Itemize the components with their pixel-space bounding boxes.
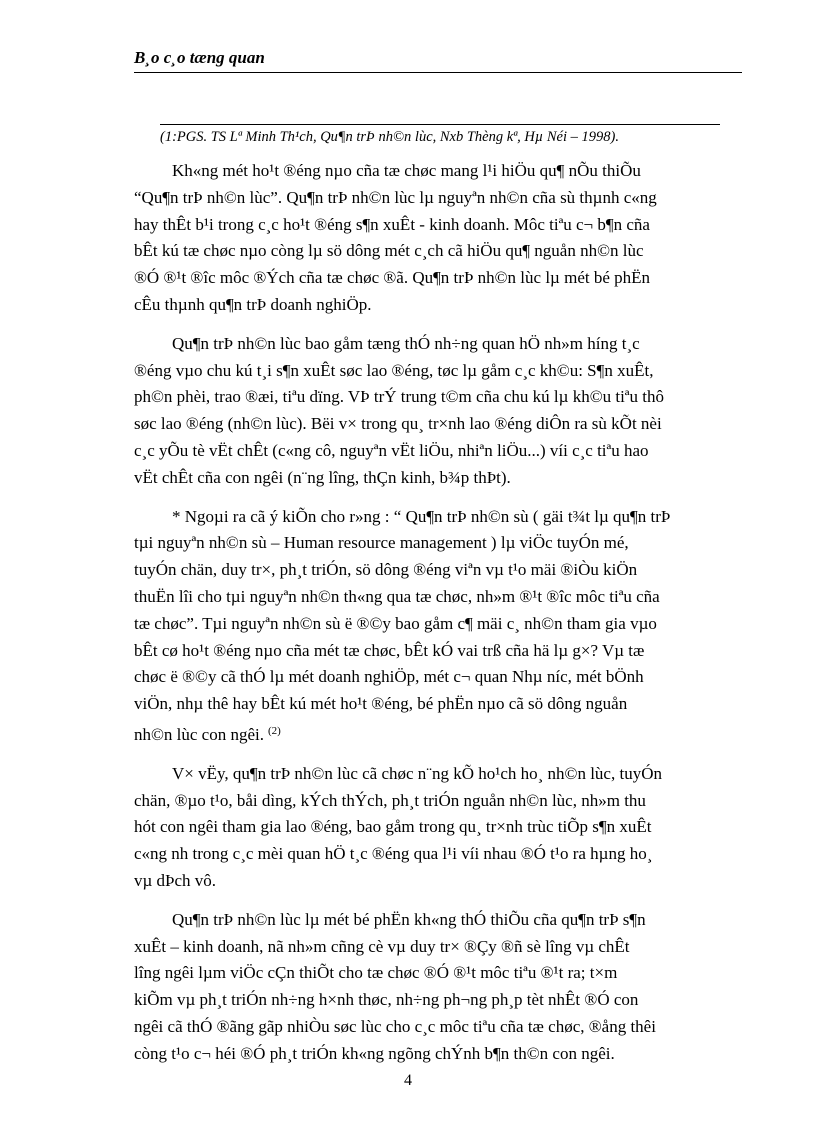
paragraph-3 bbox=[134, 504, 742, 749]
page-number: 4 bbox=[404, 1072, 412, 1089]
text-line: * Ngoµi ra cã ý kiÕn cho r»ng : “ Qu¶n trÞ nh©n sù ( gäi t¾t lµ qu¶n trÞ bbox=[172, 506, 671, 526]
text-line: xuÊt – kinh doanh, nã nh»m cñng cè vµ duy tr× ®Çy ®ñ sè lîng vµ chÊt bbox=[134, 936, 630, 956]
text-line: hay thÊt b¹i trong c¸c ho¹t ®éng s¶n xuÊt - kinh doanh. Môc tiªu c¬ b¶n cña bbox=[134, 214, 650, 234]
text-line: chøc ë ®©y cã thÓ lµ mét doanh nghiÖp, mét c¬ quan Nhµ níc, mét bÖnh bbox=[134, 667, 644, 687]
text-line: V× vËy, qu¶n trÞ nh©n lùc cã chøc n¨ng kÕ ho¹ch ho¸ nh©n lùc, tuyÓn bbox=[172, 763, 662, 783]
text-line: vµ dÞch vô. bbox=[134, 870, 217, 890]
text-line: bÊt cø ho¹t ®éng nµo cña mét tæ chøc, bÊt kÓ vai trß cña hä lµ g×? Vµ tæ bbox=[134, 640, 645, 660]
text-line: Qu¶n trÞ nh©n lùc lµ mét bé phËn kh«ng thÓ thiÕu cña qu¶n trÞ s¶n bbox=[172, 909, 646, 929]
text-line: tµi nguyªn nh©n sù – Human resource management ) lµ viÖc tuyÓn mé, bbox=[134, 533, 629, 553]
text-line: còng t¹o c¬ héi ®Ó ph¸t triÓn kh«ng ngõng chÝnh b¶n th©n con ngêi. bbox=[134, 1043, 615, 1063]
text-line: chän, ®µo t¹o, båi dìng, kÝch thÝch, ph¸t triÓn nguån nh©n lùc, nh»m thu bbox=[134, 790, 646, 810]
text-line: cÊu thµnh qu¶n trÞ doanh nghiÖp. bbox=[134, 294, 372, 314]
text-line: vËt chÊt cña con ngêi (n¨ng lîng, thÇn kinh, b¾p thÞt). bbox=[134, 467, 511, 487]
text-line-content: nh©n lùc con ngêi. bbox=[134, 724, 264, 744]
text-line: viÖn, nhµ thê hay bÊt kú mét ho¹t ®éng, bé phËn nµo cã sö dông nguån bbox=[134, 694, 628, 714]
page-header bbox=[134, 48, 742, 68]
text-line: ®Ó ®¹t ®îc môc ®Ých cña tæ chøc ®ã. Qu¶n trÞ nh©n lùc lµ mét bé phËn bbox=[134, 268, 651, 288]
text-line: bÊt kú tæ chøc nµo còng lµ sö dông mét c¸ch cã hiÖu qu¶ nguån nh©n lùc bbox=[134, 241, 644, 261]
document-body bbox=[134, 158, 742, 1080]
text-line: søc lao ®éng (nh©n lùc). Bëi v× trong qu¸ tr×nh lao ®éng diÔn ra sù kÕt nèi bbox=[134, 414, 662, 434]
text-line: ph©n phèi, trao ®æi, tiªu dïng. VÞ trÝ trung t©m cña chu kú lµ kh©u tiªu thô bbox=[134, 387, 664, 407]
text-line: hót con ngêi tham gia lao ®éng, bao gåm trong qu¸ tr×nh trùc tiÕp s¶n xuÊt bbox=[134, 817, 652, 837]
text-line: c«ng nh trong c¸c mèi quan hÖ t¸c ®éng qua l¹i víi nhau ®Ó t¹o ra hµng ho¸ bbox=[134, 844, 653, 864]
text-line: lîng ngêi lµm viÖc cÇn thiÕt cho tæ chøc ®Ó ®¹t môc tiªu ®¹t ra; t×m bbox=[134, 963, 618, 983]
reference-divider bbox=[160, 124, 720, 125]
reference-note: (1:PGS. TS Lª Minh Th¹ch, Qu¶n trÞ nh©n lùc, Nxb Thèng kª, Hµ Néi – 1998). bbox=[160, 129, 619, 145]
paragraph-5 bbox=[134, 907, 742, 1068]
text-line: tæ chøc”. Tµi nguyªn nh©n sù ë ®©y bao gåm c¶ mäi c¸ nh©n tham gia vµo bbox=[134, 613, 657, 633]
text-line: kiÕm vµ ph¸t triÓn nh÷ng h×nh thøc, nh÷ng ph¬ng ph¸p tèt nhÊt ®Ó con bbox=[134, 990, 639, 1010]
paragraph-2 bbox=[134, 331, 742, 492]
footnote-marker: (2) bbox=[268, 724, 281, 737]
paragraph-4 bbox=[134, 761, 742, 895]
text-line: Kh«ng mét ho¹t ®éng nµo cña tæ chøc mang l¹i hiÖu qu¶ nÕu thiÕu bbox=[172, 161, 641, 180]
text-line: Qu¶n trÞ nh©n lùc bao gåm tæng thÓ nh÷ng quan hÖ nh»m híng t¸c bbox=[172, 333, 640, 353]
text-line: c¸c yÕu tè vËt chÊt (c«ng cô, nguyªn vËt liÖu, nhiªn liÖu...) víi c¸c tiªu hao bbox=[134, 440, 649, 460]
text-line: ngêi cã thÓ ®ãng gãp nhiÒu søc lùc cho c¸c môc tiªu cña tæ chøc, ®ång thêi bbox=[134, 1016, 656, 1036]
header-title: B¸o c¸o tæng quan bbox=[134, 48, 265, 67]
text-line: “Qu¶n trÞ nh©n lùc”. Qu¶n trÞ nh©n lùc lµ nguyªn nh©n cña sù thµnh c«ng bbox=[134, 187, 657, 207]
text-line: tuyÓn chän, duy tr×, ph¸t triÓn, sö dông ®éng viªn vµ t¹o mäi ®iÒu kiÖn bbox=[134, 560, 638, 580]
text-line: thuËn lîi cho tµi nguyªn nh©n th«ng qua tæ chøc, nh»m ®¹t ®îc môc tiªu cña bbox=[134, 586, 660, 606]
text-line bbox=[134, 718, 742, 749]
text-line: ®éng vµo chu kú t¸i s¶n xuÊt søc lao ®éng, tøc lµ gåm c¸c kh©u: S¶n xuÊt, bbox=[134, 360, 654, 380]
header-divider bbox=[134, 72, 742, 73]
paragraph-1 bbox=[134, 158, 742, 319]
